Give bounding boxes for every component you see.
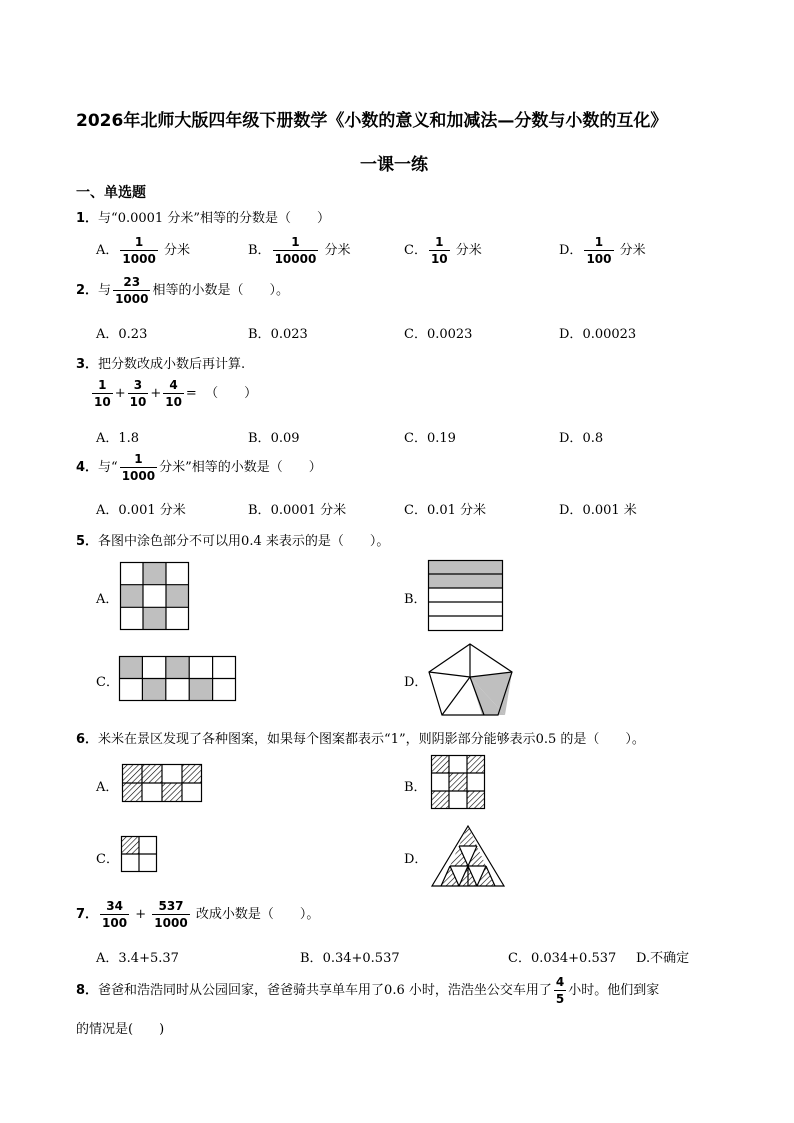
question-3: 3．把分数改成小数后再计算. bbox=[76, 357, 246, 372]
fraction: $\frac{1}{100}$ bbox=[586, 235, 612, 266]
option-2b[interactable]: B．0.023 bbox=[248, 327, 308, 342]
question-2: 2．与 $\frac{23}{1000}$ 相等的小数是（ ）。 bbox=[76, 275, 289, 306]
doc-title: 2026年北师大版四年级下册数学《小数的意义和加减法—分数与小数的互化》 bbox=[76, 111, 668, 131]
question-5: 5．各图中涂色部分不可以用0.4 来表示的是（ ）。 bbox=[76, 534, 390, 549]
option-2a[interactable]: A．0.23 bbox=[96, 327, 148, 342]
option-7d[interactable]: D.不确定 bbox=[636, 951, 690, 966]
option-1a[interactable]: A． $\frac{1}{1000}$ 分米 bbox=[96, 235, 190, 266]
question-text: 与“0.0001 分米”相等的分数是（ ） bbox=[98, 211, 330, 226]
question-1 bbox=[76, 207, 330, 226]
option-4c[interactable]: C．0.01 分米 bbox=[404, 503, 487, 518]
fraction: $\frac{1}{10000}$ bbox=[274, 235, 317, 266]
question-number: 1． bbox=[76, 211, 99, 226]
doc-subtitle: 一课一练 bbox=[360, 155, 428, 175]
option-2d[interactable]: D．0.00023 bbox=[559, 327, 637, 342]
option-4d[interactable]: D．0.001 米 bbox=[559, 503, 637, 518]
option-6a-label[interactable]: A． bbox=[96, 780, 119, 795]
option-7a[interactable]: A．3.4+5.37 bbox=[96, 951, 179, 966]
option-6c-label[interactable]: C． bbox=[96, 852, 119, 867]
option-6c-figure bbox=[121, 836, 157, 872]
option-6b-figure bbox=[431, 755, 485, 809]
option-7b[interactable]: B．0.34+0.537 bbox=[300, 951, 400, 966]
question-6: 6．米米在景区发现了各种图案，如果每个图案都表示“1”，则阴影部分能够表示0.5 的是（ ）。 bbox=[76, 732, 645, 747]
option-5a-label[interactable]: A． bbox=[96, 592, 119, 607]
option-6d-label[interactable]: D． bbox=[404, 852, 428, 867]
option-5d-figure bbox=[428, 643, 512, 715]
question-4: 4．与“ $\frac{1}{1000}$ 分米”相等的小数是（ ） bbox=[76, 452, 322, 483]
q3-expression: $\frac{1}{10}$ + $\frac{3}{10}$ + $\frac{4}{10}$ = （ ） bbox=[94, 378, 258, 409]
fraction: $\frac{1}{1000}$ bbox=[122, 235, 156, 266]
option-5b-label[interactable]: B． bbox=[404, 592, 427, 607]
option-2c[interactable]: C．0.0023 bbox=[404, 327, 473, 342]
option-3a[interactable]: A．1.8 bbox=[96, 431, 140, 446]
option-6a-figure bbox=[122, 764, 202, 802]
option-4b[interactable]: B．0.0001 分米 bbox=[248, 503, 347, 518]
option-6d-figure bbox=[432, 826, 504, 886]
fraction: $\frac{1}{10}$ bbox=[430, 235, 448, 266]
question-8-line2: 的情况是( ) bbox=[76, 1022, 165, 1037]
answer-blank[interactable]: （ ） bbox=[205, 386, 258, 401]
option-5c-label[interactable]: C． bbox=[96, 675, 119, 690]
option-5b-figure bbox=[428, 560, 503, 631]
option-1c[interactable]: C． $\frac{1}{10}$ 分米 bbox=[404, 235, 482, 266]
option-1d[interactable]: D． $\frac{1}{100}$ 分米 bbox=[559, 235, 646, 266]
option-3b[interactable]: B．0.09 bbox=[248, 431, 300, 446]
fraction: $\frac{23}{1000}$ bbox=[115, 275, 149, 306]
option-1b[interactable]: B． $\frac{1}{10000}$ 分米 bbox=[248, 235, 351, 266]
option-3d[interactable]: D．0.8 bbox=[559, 431, 604, 446]
question-8: 8．爸爸和浩浩同时从公园回家，爸爸骑共享单车用了0.6 小时，浩浩坐公交车用了 $\frac{4}{5}$ 小时。他们到家 bbox=[76, 975, 660, 1006]
option-5a-figure bbox=[120, 562, 189, 630]
option-5d-label[interactable]: D． bbox=[404, 675, 428, 690]
option-7c[interactable]: C．0.034+0.537 bbox=[508, 951, 617, 966]
option-3c[interactable]: C．0.19 bbox=[404, 431, 456, 446]
option-6b-label[interactable]: B． bbox=[404, 780, 427, 795]
option-4a[interactable]: A．0.001 分米 bbox=[96, 503, 186, 518]
section-heading: 一、单选题 bbox=[76, 185, 146, 201]
question-7: 7． $\frac{34}{100}$ + $\frac{537}{1000}$ 改成小数是（ ）。 bbox=[76, 899, 320, 930]
option-5c-figure bbox=[119, 656, 236, 701]
